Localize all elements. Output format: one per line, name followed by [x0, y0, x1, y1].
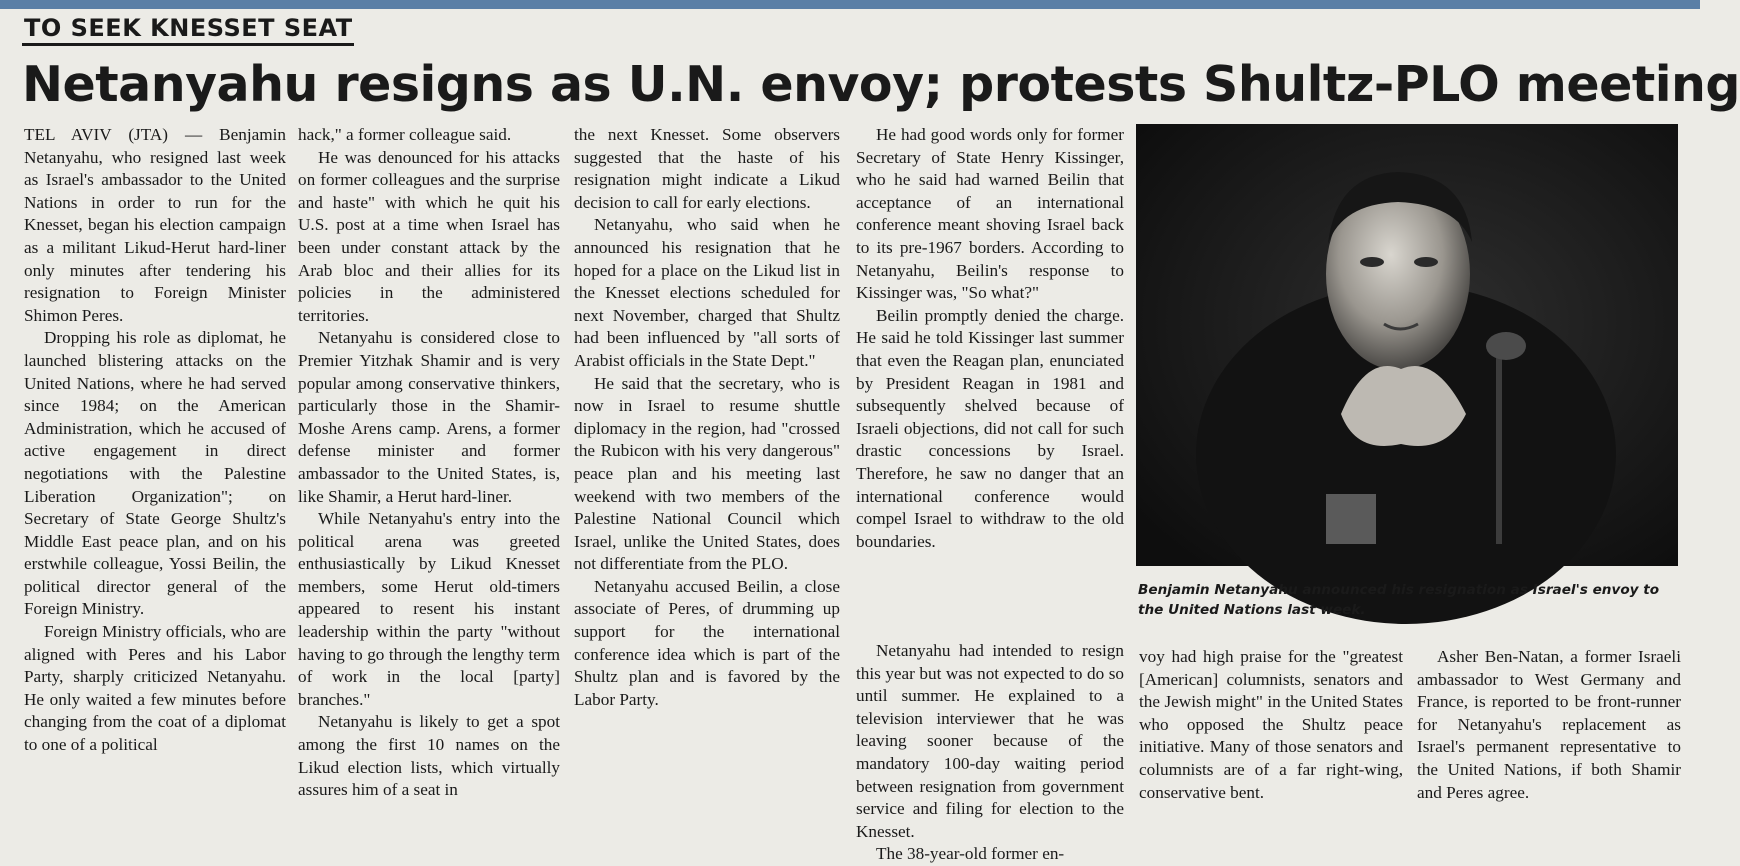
paragraph: Dropping his role as diplomat, he launched blistering attacks on the United Nations, where he had served since 1984; on the American Administration, which he accused of active engagement in direct negotiations with the Palestine Liberation Organization"; on Secretary of State George Shultz's Middle East peace plan, and on his erstwhile colleague, Yossi Beilin, the political director general of the Foreign Ministry.: [24, 328, 286, 619]
article-column-4-lower: [856, 640, 1124, 864]
paragraph: Netanyahu, who said when he announced his resignation that he hoped for a place on the Likud list in the Knesset elections scheduled for next November, charged that Shultz had been influenced by "all sorts of Arabist officials in the State Dept.": [574, 215, 840, 370]
paragraph: He said that the secretary, who is now in Israel to resume shuttle diplomacy in the region, had "crossed the Rubicon with his very dangerous" peace plan and his meeting last weekend with two members of the Palestine National Council which Israel, unlike the United States, does not differentiate from the PLO.: [574, 373, 840, 574]
paragraph: He had good words only for former Secretary of State Henry Kissinger, who he said had warned Beilin that acceptance of an international conference meant shoving Israel back to its pre-1967 borders. According to Netanyahu, Beilin's response to Kissinger was, "So what?": [856, 125, 1124, 303]
paragraph: Netanyahu is likely to get a spot among the first 10 names on the Likud election lists, which virtually assures him of a seat in: [298, 712, 560, 800]
netanyahu-photo: [1136, 124, 1678, 566]
paragraph: Netanyahu had intended to resign this year but was not expected to do so until summer. He explained to a television interviewer that he was leaving sooner because of the mandatory 100-day waiting period between resignation from government service and filing for election to the Knesset.: [856, 641, 1124, 841]
kicker: TO SEEK KNESSET SEAT: [22, 14, 354, 46]
article-column-6: [1417, 646, 1681, 836]
article-column-2: [298, 124, 560, 836]
article-column-5: [1139, 646, 1403, 836]
paragraph: While Netanyahu's entry into the political arena was greeted enthusiastically by Likud Knesset members, some Herut old-timers appeared to resent his instant leadership within the party "without having to go through the lengthy term of work in the local [party] branches.": [298, 509, 560, 709]
article-column-1: [24, 124, 286, 836]
paragraph: The 38-year-old former en-: [876, 844, 1065, 864]
top-rule: [0, 0, 1700, 9]
paragraph: TEL AVIV (JTA) — Benjamin Netanyahu, who resigned last week as Israel's ambassador to the United Nations in order to run for the Knesset, began his election campaign as a militant Likud-Herut hard-liner only minutes after tendering his resignation to Foreign Minister Shimon Peres.: [24, 125, 286, 325]
paragraph: Asher Ben-Natan, a former Israeli ambassador to West Germany and France, is reported to be front-runner for Netanyahu's replacement as Israel's permanent representative to the United Nations, if both Shamir and Peres agree.: [1417, 647, 1681, 802]
article-column-3: [574, 124, 840, 836]
paragraph: hack," a former colleague said.: [298, 125, 512, 144]
paragraph: He was denounced for his attacks on former colleagues and the surprise and haste" with which he quit his U.S. post at a time when Israel has been under constant attack by the Arab bloc and their allies for its policies in the administered territories.: [298, 147, 560, 325]
paragraph: Foreign Ministry officials, who are aligned with Peres and his Labor Party, sharply criticized Netanyahu. He only waited a few minutes before changing from the coat of a diplomat to one of a political: [24, 622, 286, 755]
headline: Netanyahu resigns as U.N. envoy; protests Shultz-PLO meeting: [22, 56, 1740, 113]
paragraph: Netanyahu is considered close to Premier Yitzhak Shamir and is very popular among conservative thinkers, particularly those in the Shamir-Moshe Arens camp. Arens, a former defense minister and former ambassador to the United States, is, like Shamir, a Herut hard-liner.: [298, 328, 560, 506]
article-column-4: [856, 124, 1124, 636]
portrait-image: [1136, 124, 1678, 566]
paragraph: voy had high praise for the "greatest [American] columnists, senators and the Jewish might" in the United States who opposed the Shultz peace initiative. Many of those senators and columnists are of a far right-wing, conservative bent.: [1139, 647, 1403, 802]
paragraph: the next Knesset. Some observers suggested that the haste of his resignation might indicate a Likud decision to call for early elections.: [574, 125, 840, 212]
paragraph: Beilin promptly denied the charge. He said he told Kissinger last summer that even the Reagan plan, enunciated by President Reagan in 1981 and subsequently shelved because of Israeli objections, did not call for such drastic concessions by Israel. Therefore, he saw no danger that an international conference would compel Israel to withdraw to the old boundaries.: [856, 305, 1124, 551]
photo-caption: Benjamin Netanyahu announced his resignation as Israel's envoy to the United Nations last week.: [1138, 582, 1660, 618]
paragraph: Netanyahu accused Beilin, a close associate of Peres, of drumming up support for the international conference idea which is part of the Shultz plan and is favored by the Labor Party.: [574, 576, 840, 709]
